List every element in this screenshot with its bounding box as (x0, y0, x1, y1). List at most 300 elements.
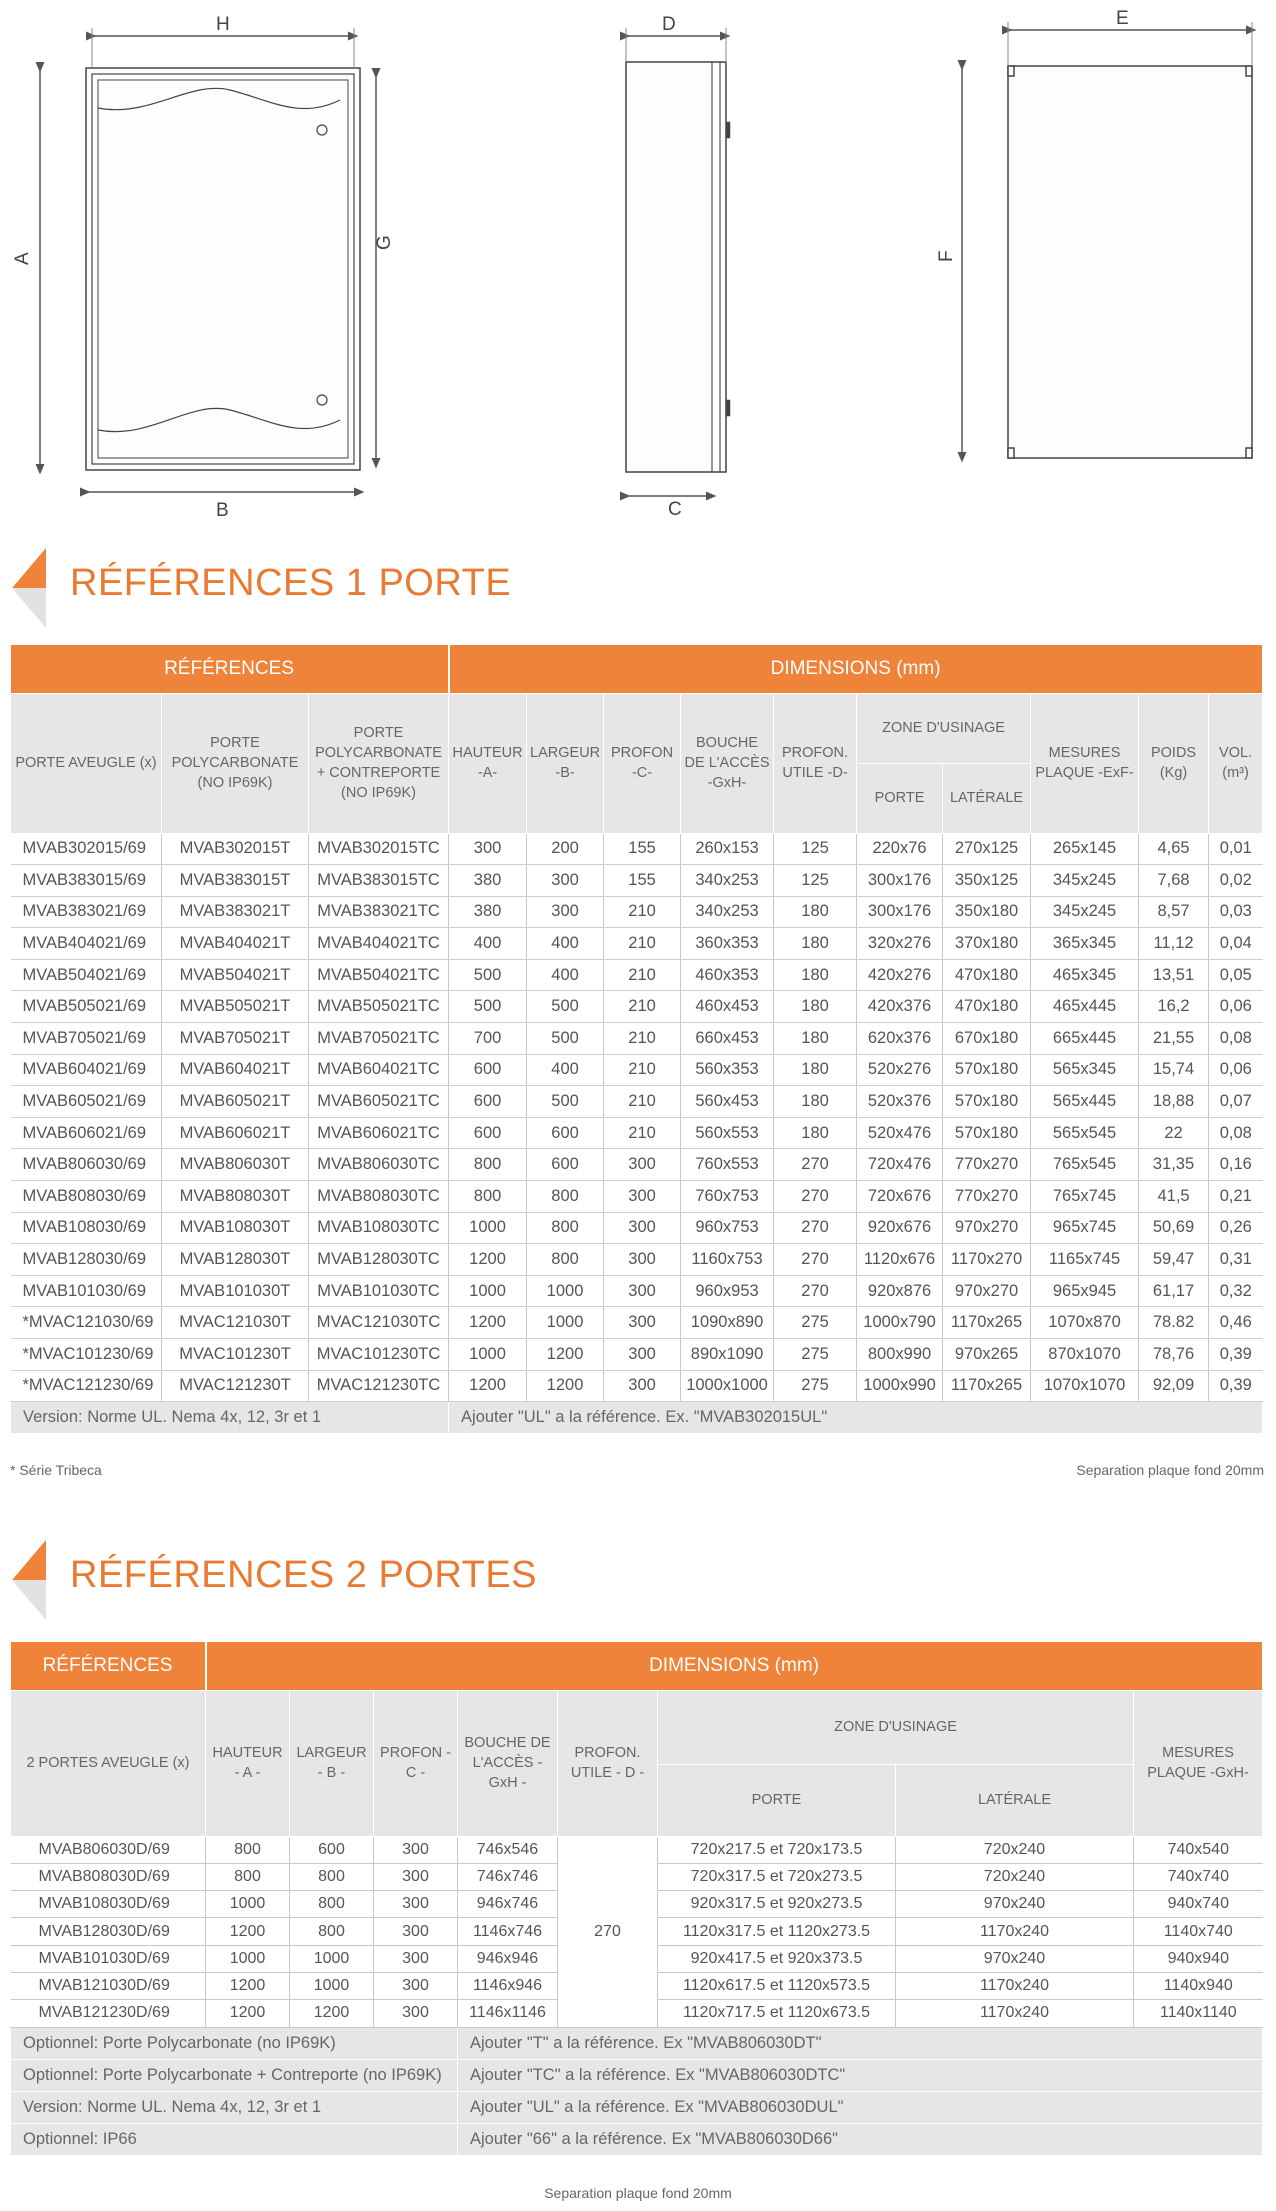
table-cell: 360x353 (681, 928, 774, 960)
table-cell: 420x376 (857, 991, 943, 1023)
table-cell: 50,69 (1139, 1212, 1209, 1244)
table-cell: MVAB808030D/69 (11, 1863, 206, 1890)
table-cell: 0,39 (1209, 1339, 1263, 1371)
mounting-plate-drawing (962, 22, 1252, 458)
table-cell: 600 (290, 1836, 374, 1863)
table-cell: 1000x790 (857, 1307, 943, 1339)
table-cell: 765x745 (1031, 1181, 1139, 1213)
table-cell: 210 (604, 1023, 681, 1055)
table-cell: 22 (1139, 1117, 1209, 1149)
section-header-1-porte (0, 548, 700, 628)
table-cell: 1120x676 (857, 1244, 943, 1276)
table-row (11, 1339, 1263, 1371)
table-cell: 320x276 (857, 928, 943, 960)
table-cell: MVAB605021T (162, 1086, 309, 1118)
table-cell: 890x1090 (681, 1339, 774, 1371)
note-separation-2: Separation plaque fond 20mm (544, 2185, 732, 2201)
table-cell: 800 (290, 1863, 374, 1890)
table-cell: 1000x990 (857, 1370, 943, 1402)
table-cell: 800 (290, 1891, 374, 1918)
table-cell: 1090x890 (681, 1307, 774, 1339)
table-cell: 970x240 (896, 1891, 1134, 1918)
table-cell: MVAB604021TC (309, 1054, 449, 1086)
table-cell: MVAB128030/69 (11, 1244, 162, 1276)
table-cell: 0,08 (1209, 1023, 1263, 1055)
table-cell: 0,06 (1209, 991, 1263, 1023)
option-row (11, 2027, 1263, 2059)
table-cell: 180 (774, 1054, 857, 1086)
table-cell: 1000 (527, 1275, 604, 1307)
table-cell: 965x945 (1031, 1275, 1139, 1307)
table-cell: 300 (604, 1181, 681, 1213)
table-row (11, 1244, 1263, 1276)
table-cell: 61,17 (1139, 1275, 1209, 1307)
references-1-porte-table (10, 645, 1264, 1434)
table-cell: MVAB606021/69 (11, 1117, 162, 1149)
table-cell: 1200 (527, 1370, 604, 1402)
table-cell: 1000x1000 (681, 1370, 774, 1402)
option-row (11, 2059, 1263, 2091)
table-cell: 800 (527, 1244, 604, 1276)
table-cell: 400 (527, 959, 604, 991)
table-cell: 0,46 (1209, 1307, 1263, 1339)
table-cell: 1146x746 (458, 1918, 558, 1945)
table-cell: 0,07 (1209, 1086, 1263, 1118)
table-cell: 965x745 (1031, 1212, 1139, 1244)
table-cell: 210 (604, 1054, 681, 1086)
table-cell: 210 (604, 991, 681, 1023)
table-cell: 0,32 (1209, 1275, 1263, 1307)
table-cell: 960x753 (681, 1212, 774, 1244)
table-cell: MVAB806030D/69 (11, 1836, 206, 1863)
table-cell: MVAC101230T (162, 1339, 309, 1371)
table-cell: 4,65 (1139, 833, 1209, 865)
table-cell: 1200 (206, 1918, 290, 1945)
table-row (11, 1149, 1263, 1181)
section-arrow-icon (12, 548, 46, 628)
table-cell: 8,57 (1139, 896, 1209, 928)
col-header-porte-poly: PORTE POLYCARBONATE (NO IP69K) (162, 693, 309, 833)
dim-label-f: F (936, 250, 957, 262)
table-cell: 345x245 (1031, 865, 1139, 897)
table-cell: 760x553 (681, 1149, 774, 1181)
table-cell: 270 (774, 1212, 857, 1244)
table-cell: 300 (374, 1836, 458, 1863)
table-cell: 300 (527, 865, 604, 897)
table-cell: 0,39 (1209, 1370, 1263, 1402)
dim-label-b: B (216, 500, 229, 520)
col-header-porte-aveugle: PORTE AVEUGLE (x) (11, 693, 162, 833)
section-title: RÉFÉRENCES 1 PORTE (70, 562, 512, 604)
table-cell: 13,51 (1139, 959, 1209, 991)
table-cell: MVAC121230T (162, 1370, 309, 1402)
section-arrow-icon (12, 1540, 46, 1620)
table-cell: 565x345 (1031, 1054, 1139, 1086)
col-header-largeur: LARGEUR - B - (290, 1690, 374, 1836)
table-cell: 1170x240 (896, 1918, 1134, 1945)
table-cell: 570x180 (943, 1086, 1031, 1118)
table-cell: MVAB604021/69 (11, 1054, 162, 1086)
note-separation-1: Separation plaque fond 20mm (1076, 1462, 1264, 1478)
col-header-zone-laterale: LATÉRALE (896, 1764, 1134, 1836)
table-cell: 470x180 (943, 959, 1031, 991)
table-cell: 41,5 (1139, 1181, 1209, 1213)
col-header-zone-porte: PORTE (658, 1764, 896, 1836)
col-header-profon: PROFON -C- (604, 693, 681, 833)
table-cell: 500 (449, 959, 527, 991)
option-row (11, 2091, 1263, 2123)
profon-utile-merged-cell: 270 (558, 1836, 658, 2027)
version-value: Ajouter "UL" a la référence. Ex. "MVAB302015UL" (449, 1402, 1263, 1434)
references-2-portes-table (10, 1642, 1264, 2156)
table-cell: 520x376 (857, 1086, 943, 1118)
table-cell: 500 (527, 1023, 604, 1055)
table-cell: 460x453 (681, 991, 774, 1023)
table-cell: 300 (604, 1149, 681, 1181)
table-cell: MVAB806030TC (309, 1149, 449, 1181)
group-header-dimensions: DIMENSIONS (mm) (206, 1642, 1263, 1690)
table-cell: 1000 (290, 1972, 374, 1999)
table-cell: MVAB404021T (162, 928, 309, 960)
table-cell: 300 (604, 1244, 681, 1276)
col-header-profon-utile: PROFON. UTILE - D - (558, 1690, 658, 1836)
table-row (11, 1181, 1263, 1213)
table-cell: 800 (206, 1863, 290, 1890)
table-cell: 260x153 (681, 833, 774, 865)
table-cell: 0,04 (1209, 928, 1263, 960)
table-cell: 720x476 (857, 1149, 943, 1181)
table-cell: 565x545 (1031, 1117, 1139, 1149)
col-header-profon-utile: PROFON. UTILE -D- (774, 693, 857, 833)
table-cell: 1000 (290, 1945, 374, 1972)
table-cell: 1070x870 (1031, 1307, 1139, 1339)
table-row (11, 959, 1263, 991)
table-cell: 16,2 (1139, 991, 1209, 1023)
table-cell: 720x217.5 et 720x173.5 (658, 1836, 896, 1863)
table-cell: 800 (206, 1836, 290, 1863)
table-row (11, 1275, 1263, 1307)
table-cell: 180 (774, 991, 857, 1023)
table-cell: MVAB121230D/69 (11, 2000, 206, 2027)
table-cell: MVAB404021/69 (11, 928, 162, 960)
table-cell: 500 (527, 1086, 604, 1118)
table-cell: 300 (374, 1891, 458, 1918)
table-cell: 920x676 (857, 1212, 943, 1244)
table-cell: 275 (774, 1339, 857, 1371)
table-cell: 0,21 (1209, 1181, 1263, 1213)
table-cell: 11,12 (1139, 928, 1209, 960)
table-cell: MVAC121230TC (309, 1370, 449, 1402)
table-cell: MVAB505021/69 (11, 991, 162, 1023)
col-header-zone-porte: PORTE (857, 763, 943, 833)
col-header-profon: PROFON - C - (374, 1690, 458, 1836)
table-cell: MVAB128030D/69 (11, 1918, 206, 1945)
table-cell: 0,05 (1209, 959, 1263, 991)
table-cell: 465x445 (1031, 991, 1139, 1023)
table-cell: 270 (774, 1275, 857, 1307)
table-cell: 270x125 (943, 833, 1031, 865)
table-cell: 210 (604, 959, 681, 991)
table-row (11, 1370, 1263, 1402)
table-cell: 1170x265 (943, 1307, 1031, 1339)
table-cell: 720x676 (857, 1181, 943, 1213)
table-row (11, 1054, 1263, 1086)
group-header-references: RÉFÉRENCES (11, 1642, 206, 1690)
group-header-references: RÉFÉRENCES (11, 645, 449, 693)
option-label: Optionnel: Porte Polycarbonate (no IP69K) (11, 2027, 458, 2059)
table-cell: 1200 (449, 1307, 527, 1339)
table-cell: MVAB302015TC (309, 833, 449, 865)
table-cell: 180 (774, 1023, 857, 1055)
table-cell: 620x376 (857, 1023, 943, 1055)
table-cell: 920x317.5 et 920x273.5 (658, 1891, 896, 1918)
table-cell: 265x145 (1031, 833, 1139, 865)
option-value: Ajouter "T" a la référence. Ex "MVAB806030DT" (458, 2027, 1263, 2059)
table-cell: MVAB302015T (162, 833, 309, 865)
table-cell: 560x553 (681, 1117, 774, 1149)
table-cell: 970x270 (943, 1212, 1031, 1244)
table-cell: 600 (527, 1117, 604, 1149)
table-cell: 92,09 (1139, 1370, 1209, 1402)
table-cell: 1170x265 (943, 1370, 1031, 1402)
table-cell: 380 (449, 865, 527, 897)
dim-label-e: E (1116, 8, 1129, 29)
table-cell: 1160x753 (681, 1244, 774, 1276)
table-cell: MVAB404021TC (309, 928, 449, 960)
col-header-bouche: BOUCHE DE L'ACCÈS - GxH - (458, 1690, 558, 1836)
table-cell: 21,55 (1139, 1023, 1209, 1055)
table-cell: 180 (774, 896, 857, 928)
table-cell: 345x245 (1031, 896, 1139, 928)
table-cell: 560x353 (681, 1054, 774, 1086)
table-cell: 870x1070 (1031, 1339, 1139, 1371)
table-cell: 1000 (206, 1891, 290, 1918)
table-cell: MVAB128030T (162, 1244, 309, 1276)
table-cell: 720x240 (896, 1863, 1134, 1890)
col-header-zone: ZONE D'USINAGE (658, 1690, 1134, 1764)
table-cell: 1000 (449, 1212, 527, 1244)
section-title: RÉFÉRENCES 2 PORTES (70, 1554, 538, 1596)
table-cell: MVAB504021/69 (11, 959, 162, 991)
table-cell: MVAB383021TC (309, 896, 449, 928)
table-cell: MVAB101030D/69 (11, 1945, 206, 1972)
option-value: Ajouter "TC" a la référence. Ex "MVAB806030DTC" (458, 2059, 1263, 2091)
table-cell: 465x345 (1031, 959, 1139, 991)
table-cell: *MVAC101230/69 (11, 1339, 162, 1371)
table-cell: 300x176 (857, 865, 943, 897)
col-header-hauteur: HAUTEUR -A- (449, 693, 527, 833)
table-cell: 600 (449, 1086, 527, 1118)
table-cell: 370x180 (943, 928, 1031, 960)
dim-label-d: D (662, 14, 676, 35)
table-cell: 665x445 (1031, 1023, 1139, 1055)
table-cell: MVAB121030D/69 (11, 1972, 206, 1999)
table-cell: 300 (604, 1307, 681, 1339)
table-cell: 1120x317.5 et 1120x273.5 (658, 1918, 896, 1945)
col-header-poids: POIDS (Kg) (1139, 693, 1209, 833)
table-cell: MVAB605021/69 (11, 1086, 162, 1118)
table-cell: 770x270 (943, 1149, 1031, 1181)
table-cell: 365x345 (1031, 928, 1139, 960)
table-cell: 800 (527, 1212, 604, 1244)
table-cell: 746x546 (458, 1836, 558, 1863)
version-label: Version: Norme UL. Nema 4x, 12, 3r et 1 (11, 1402, 449, 1434)
table-cell: 720x317.5 et 720x273.5 (658, 1863, 896, 1890)
table-cell: MVAB505021TC (309, 991, 449, 1023)
table-cell: 220x76 (857, 833, 943, 865)
table-cell: 1165x745 (1031, 1244, 1139, 1276)
table-cell: 960x953 (681, 1275, 774, 1307)
table-cell: 700 (449, 1023, 527, 1055)
table-row (11, 991, 1263, 1023)
table-cell: 300 (374, 2000, 458, 2027)
table-cell: 600 (527, 1149, 604, 1181)
table-cell: 1070x1070 (1031, 1370, 1139, 1402)
table-cell: 1000 (449, 1339, 527, 1371)
table-cell: 300 (374, 1918, 458, 1945)
option-row (11, 2123, 1263, 2155)
table-cell: MVAB808030TC (309, 1181, 449, 1213)
table-row (11, 833, 1263, 865)
table-cell: 300 (604, 1370, 681, 1402)
table-cell: 560x453 (681, 1086, 774, 1118)
table-cell: 340x253 (681, 865, 774, 897)
table-cell: 300 (374, 1945, 458, 1972)
table-cell: 1120x717.5 et 1120x673.5 (658, 2000, 896, 2027)
table-cell: MVAB504021TC (309, 959, 449, 991)
table-cell: 940x940 (1134, 1945, 1263, 1972)
table-cell: MVAB705021/69 (11, 1023, 162, 1055)
table-cell: 565x445 (1031, 1086, 1139, 1118)
table-cell: MVAB383021T (162, 896, 309, 928)
front-view-drawing (40, 28, 376, 492)
table-cell: 970x240 (896, 1945, 1134, 1972)
table-cell: MVAB128030TC (309, 1244, 449, 1276)
table-cell: MVAB101030T (162, 1275, 309, 1307)
table-cell: 180 (774, 928, 857, 960)
table-cell: 570x180 (943, 1117, 1031, 1149)
table-row (11, 1212, 1263, 1244)
col-header-bouche: BOUCHE DE L'ACCÈS -GxH- (681, 693, 774, 833)
table-cell: *MVAC121030/69 (11, 1307, 162, 1339)
table-cell: 920x417.5 et 920x373.5 (658, 1945, 896, 1972)
option-value: Ajouter "66" a la référence. Ex "MVAB806030D66" (458, 2123, 1263, 2155)
col-header-porte-poly-contre: PORTE POLYCARBONATE + CONTREPORTE (NO IP69K) (309, 693, 449, 833)
table-cell: 200 (527, 833, 604, 865)
table-cell: 1000 (206, 1945, 290, 1972)
option-label: Version: Norme UL. Nema 4x, 12, 3r et 1 (11, 2091, 458, 2123)
table-cell: 300x176 (857, 896, 943, 928)
table-cell: MVAC101230TC (309, 1339, 449, 1371)
table-cell: 300 (604, 1275, 681, 1307)
table-cell: 270 (774, 1244, 857, 1276)
table-cell: 946x946 (458, 1945, 558, 1972)
table-cell: MVAB383015TC (309, 865, 449, 897)
group-header-dimensions: DIMENSIONS (mm) (449, 645, 1263, 693)
table-row (11, 1023, 1263, 1055)
table-cell: 740x540 (1134, 1836, 1263, 1863)
table-cell: 660x453 (681, 1023, 774, 1055)
table-row (11, 1117, 1263, 1149)
table-cell: MVAB108030D/69 (11, 1891, 206, 1918)
table-cell: 800 (290, 1918, 374, 1945)
table-cell: 1170x270 (943, 1244, 1031, 1276)
table-cell: MVAB108030TC (309, 1212, 449, 1244)
table-cell: 760x753 (681, 1181, 774, 1213)
option-label: Optionnel: IP66 (11, 2123, 458, 2155)
table-cell: 300 (527, 896, 604, 928)
table-cell: MVAB705021TC (309, 1023, 449, 1055)
table-cell: 0,26 (1209, 1212, 1263, 1244)
table-cell: MVAC121030T (162, 1307, 309, 1339)
col-header-zone-laterale: LATÉRALE (943, 763, 1031, 833)
table-cell: 1120x617.5 et 1120x573.5 (658, 1972, 896, 1999)
dim-label-c: C (668, 499, 682, 520)
table-row (11, 865, 1263, 897)
table-cell: 800 (527, 1181, 604, 1213)
col-header-hauteur: HAUTEUR - A - (206, 1690, 290, 1836)
table-cell: 210 (604, 1086, 681, 1118)
table-cell: 180 (774, 959, 857, 991)
table-cell: 1000 (527, 1307, 604, 1339)
table-cell: MVAB108030/69 (11, 1212, 162, 1244)
col-header-2-portes-aveugle: 2 PORTES AVEUGLE (x) (11, 1690, 206, 1836)
table-cell: MVAB108030T (162, 1212, 309, 1244)
table-cell: MVAB605021TC (309, 1086, 449, 1118)
table-cell: 155 (604, 865, 681, 897)
table-cell: MVAB302015/69 (11, 833, 162, 865)
col-header-mesures: MESURES PLAQUE -GxH- (1134, 1690, 1263, 1836)
table-cell: 570x180 (943, 1054, 1031, 1086)
table-cell: MVAC121030TC (309, 1307, 449, 1339)
table-cell: 800 (449, 1149, 527, 1181)
table-cell: 0,06 (1209, 1054, 1263, 1086)
table-cell: MVAB604021T (162, 1054, 309, 1086)
table-row (11, 1086, 1263, 1118)
table-cell: 920x876 (857, 1275, 943, 1307)
table-cell: 1146x1146 (458, 2000, 558, 2027)
table-cell: MVAB504021T (162, 959, 309, 991)
table-cell: 670x180 (943, 1023, 1031, 1055)
col-header-vol: VOL. (m³) (1209, 693, 1263, 833)
table-row (11, 1307, 1263, 1339)
table-cell: 1200 (206, 1972, 290, 1999)
side-view-drawing (626, 28, 730, 496)
table-cell: 350x125 (943, 865, 1031, 897)
table-cell: 380 (449, 896, 527, 928)
table-cell: 78,76 (1139, 1339, 1209, 1371)
table-cell: 350x180 (943, 896, 1031, 928)
table-cell: 520x476 (857, 1117, 943, 1149)
table-cell: 1140x1140 (1134, 2000, 1263, 2027)
table-cell: 210 (604, 1117, 681, 1149)
table-cell: 460x353 (681, 959, 774, 991)
table-cell: 500 (527, 991, 604, 1023)
table-cell: 0,02 (1209, 865, 1263, 897)
table-cell: 0,03 (1209, 896, 1263, 928)
table-cell: 210 (604, 928, 681, 960)
table-cell: 740x740 (1134, 1863, 1263, 1890)
table-row (11, 896, 1263, 928)
dim-label-h: H (216, 14, 230, 35)
table-row (11, 1836, 1263, 1863)
table-cell: 31,35 (1139, 1149, 1209, 1181)
table-cell: 770x270 (943, 1181, 1031, 1213)
table-cell: 300 (449, 833, 527, 865)
table-cell: 0,16 (1209, 1149, 1263, 1181)
table-cell: MVAB808030/69 (11, 1181, 162, 1213)
table-cell: 300 (374, 1863, 458, 1890)
